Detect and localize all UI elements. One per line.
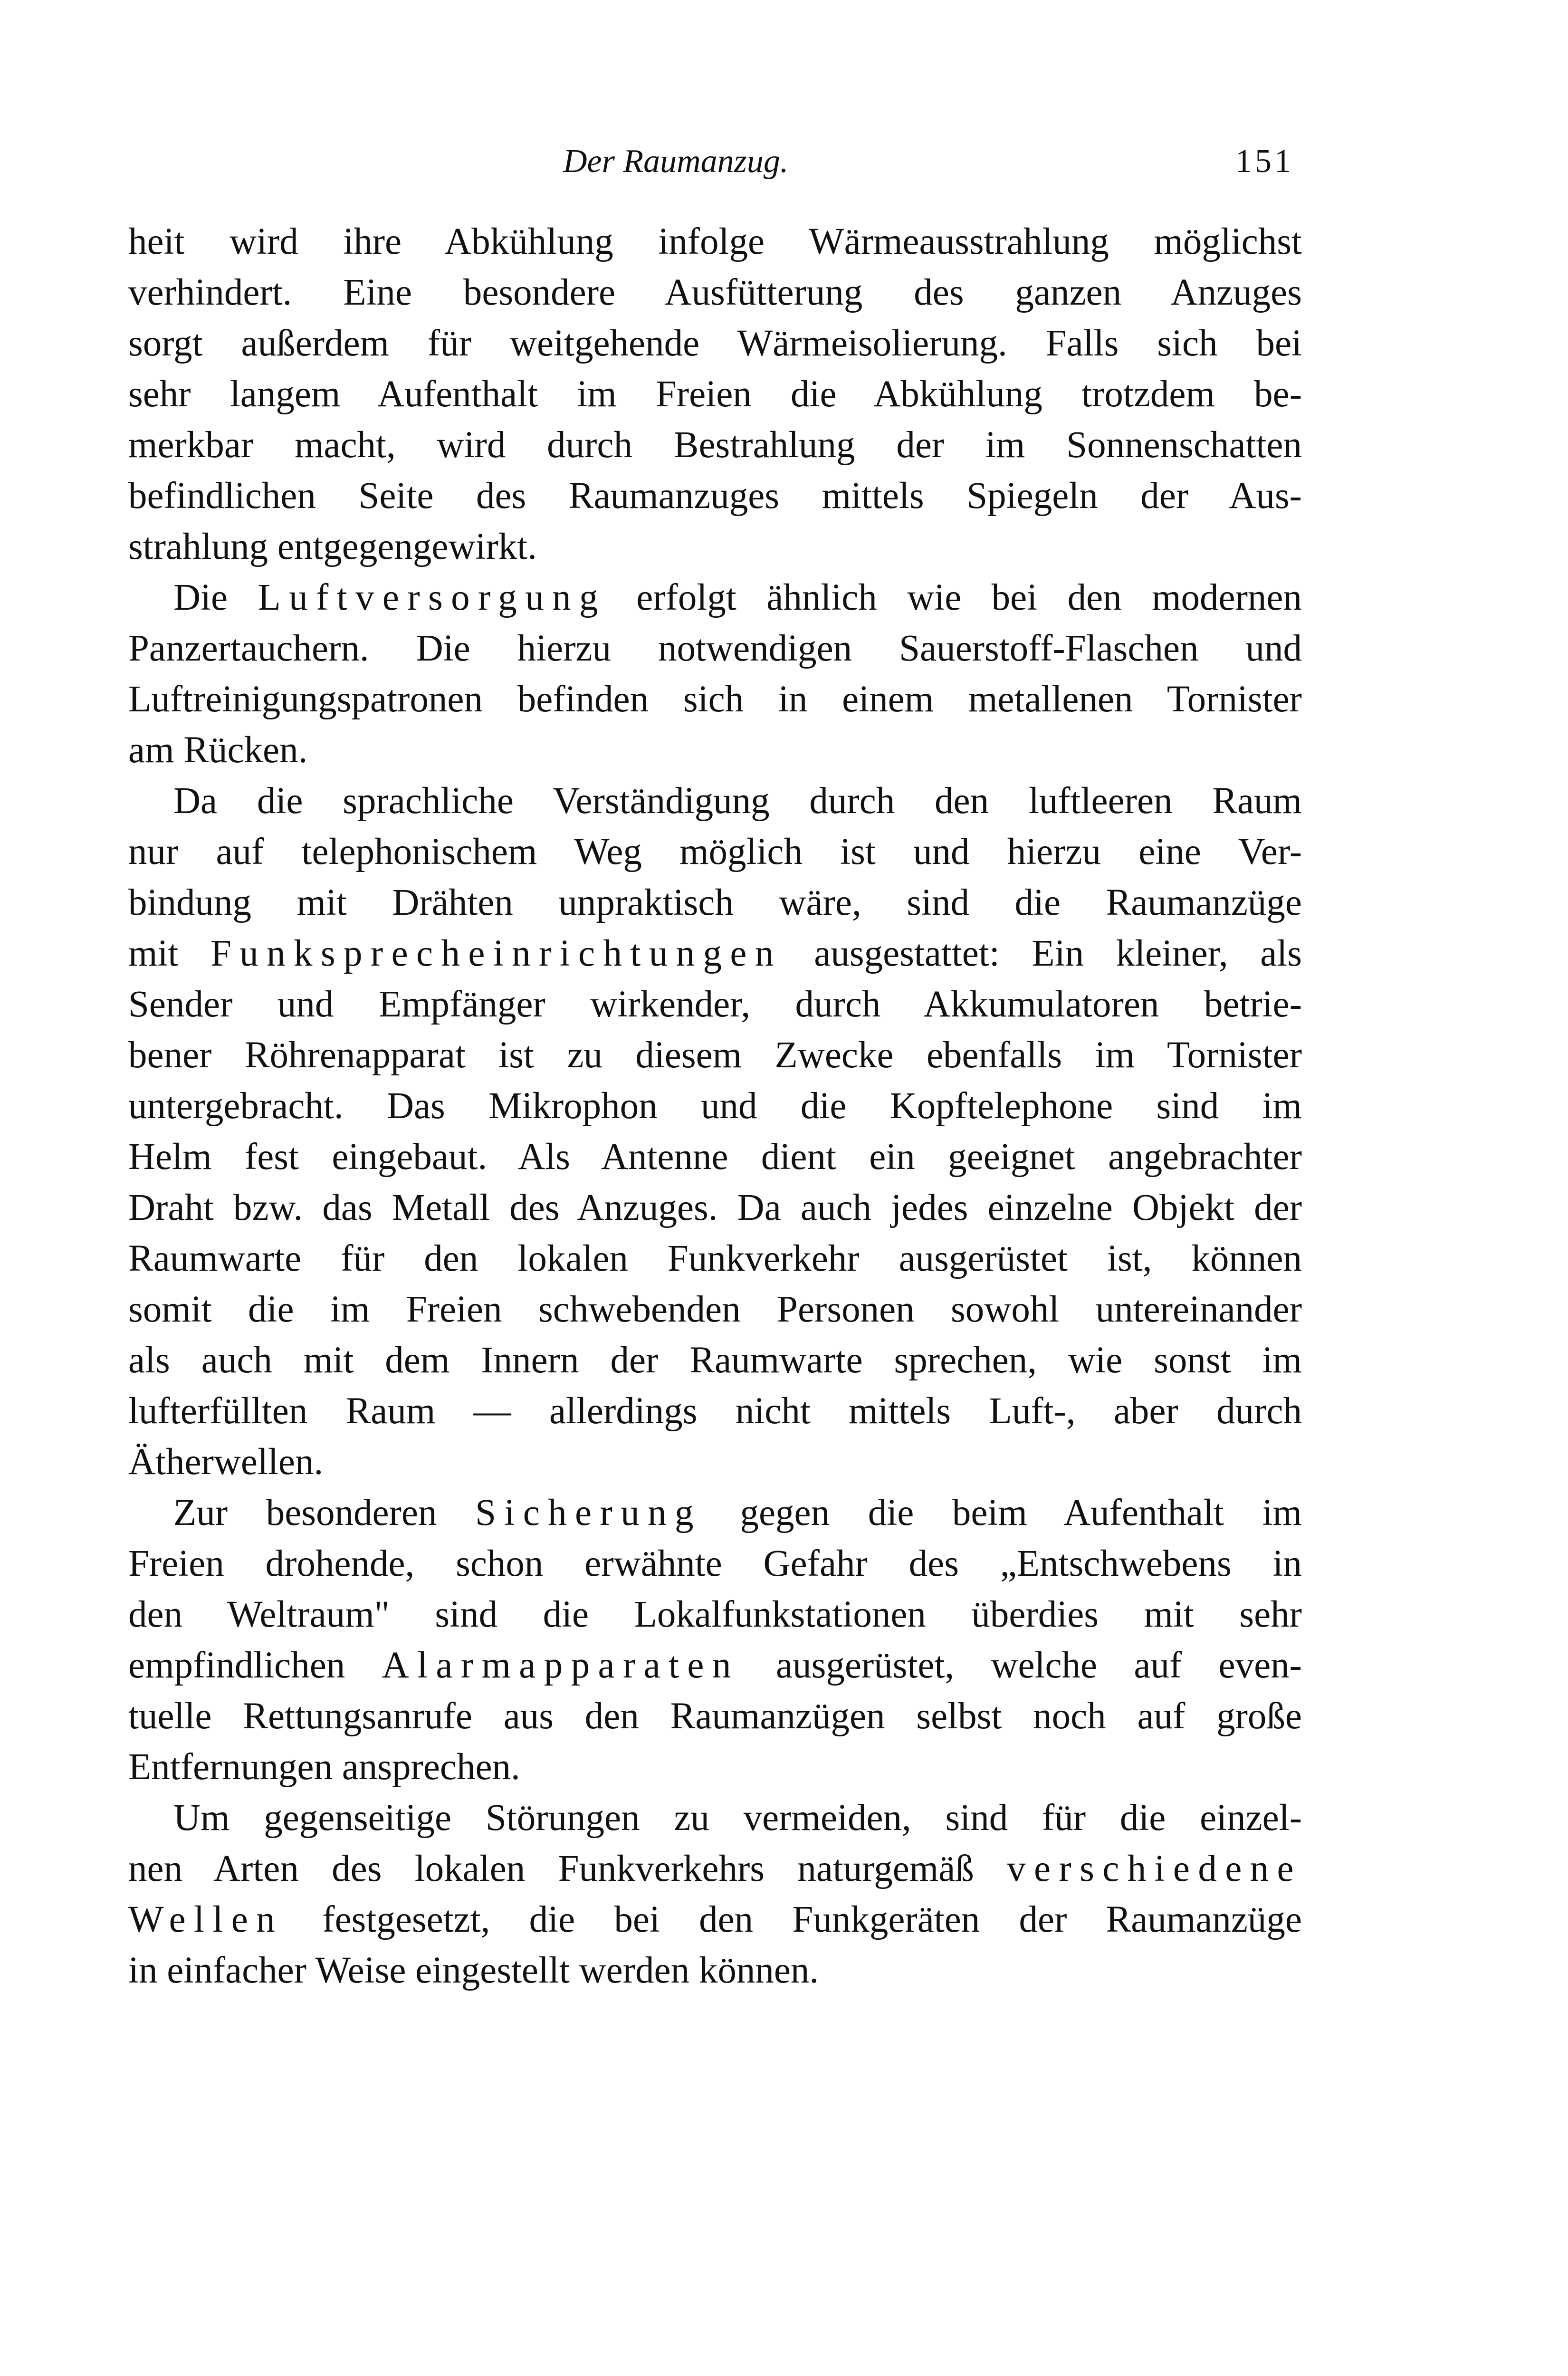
text-line: den Weltraum" sind die Lokalfunkstationen überdies mit sehr <box>128 1594 1302 1635</box>
text-line: verhindert. Eine besondere Ausfütterung des ganzen Anzuges <box>128 272 1302 313</box>
paragraph <box>128 776 1302 1487</box>
text-line: strahlung entgegengewirkt. <box>128 526 537 567</box>
emphasis: verschiedene <box>1007 1848 1302 1889</box>
text-line: befindlichen Seite des Raumanzuges mittels Spiegeln der Aus- <box>128 475 1302 517</box>
text-line: Freien drohende, schon erwähnte Gefahr des „Entschwebens in <box>128 1543 1302 1584</box>
text-line: Panzertauchern. Die hierzu notwendigen Sauerstoff-Flaschen und <box>128 628 1302 669</box>
paragraph <box>128 216 1302 572</box>
text-line: Raumwarte für den lokalen Funkverkehr ausgerüstet ist, können <box>128 1238 1302 1279</box>
text-line: als auch mit dem Innern der Raumwarte sprechen, wie sonst im <box>128 1340 1302 1381</box>
text-line: Helm fest eingebaut. Als Antenne dient ein geeignet angebrachter <box>128 1136 1302 1178</box>
emphasis: Alarmapparaten <box>382 1645 739 1686</box>
paragraph <box>128 1792 1302 1996</box>
text-line: in einfacher Weise eingestellt werden können. <box>128 1950 819 1991</box>
text-line: Zur besonderen Sicherung gegen die beim Aufenthalt im <box>173 1492 1302 1533</box>
text-line: am Rücken. <box>128 729 308 771</box>
emphasis: Luftversorgung <box>258 577 606 618</box>
emphasis: Sicherung <box>475 1492 702 1533</box>
text-line: merkbar macht, wird durch Bestrahlung der im Sonnenschatten <box>128 424 1302 466</box>
text-line: tuelle Rettungsanrufe aus den Raumanzügen selbst noch auf große <box>128 1696 1302 1737</box>
text-line: Ätherwellen. <box>128 1441 324 1483</box>
text-line: empfindlichen Alarmapparaten ausgerüstet, welche auf even- <box>128 1645 1302 1686</box>
text-line: Draht bzw. das Metall des Anzuges. Da auch jedes einzelne Objekt der <box>128 1187 1302 1228</box>
text-line: untergebracht. Das Mikrophon und die Kopftelephone sind im <box>128 1085 1302 1127</box>
text-line: sorgt außerdem für weitgehende Wärmeisolierung. Falls sich bei <box>128 323 1302 364</box>
text-line: Die Luftversorgung erfolgt ähnlich wie bei den modernen <box>173 577 1302 618</box>
text-line: lufterfüllten Raum — allerdings nicht mittels Luft-, aber durch <box>128 1390 1302 1432</box>
text-line: somit die im Freien schwebenden Personen sowohl untereinander <box>128 1289 1302 1330</box>
text-line: bener Röhrenapparat ist zu diesem Zwecke ebenfalls im Tornister <box>128 1035 1302 1076</box>
text-line: mit Funksprecheinrichtungen ausgestattet: Ein kleiner, als <box>128 933 1302 974</box>
text-line: Wellen festgesetzt, die bei den Funkgeräten der Raumanzüge <box>128 1899 1302 1940</box>
paragraph <box>128 1487 1302 1792</box>
emphasis: Wellen <box>128 1899 284 1940</box>
text-line: sehr langem Aufenthalt im Freien die Abkühlung trotzdem be- <box>128 374 1302 415</box>
text-line: nen Arten des lokalen Funkverkehrs naturgemäß verschiedene <box>128 1848 1302 1889</box>
body-text <box>128 216 1302 1996</box>
text-line: Luftreinigungspatronen befinden sich in einem metallenen Tornister <box>128 679 1302 720</box>
text-line: Sender und Empfänger wirkender, durch Akkumulatoren betrie- <box>128 984 1302 1025</box>
text-line: Da die sprachliche Verständigung durch den luftleeren Raum <box>173 780 1302 822</box>
emphasis: Funksprecheinrichtungen <box>210 933 782 974</box>
text-line: nur auf telephonischem Weg möglich ist und hierzu eine Ver- <box>128 831 1302 872</box>
text-line: Entfernungen ansprechen. <box>128 1746 520 1788</box>
text-line: Um gegenseitige Störungen zu vermeiden, sind für die einzel- <box>173 1797 1302 1839</box>
text-line: heit wird ihre Abkühlung infolge Wärmeausstrahlung möglichst <box>128 221 1302 262</box>
page-number: 151 <box>1235 143 1294 180</box>
paragraph <box>128 572 1302 776</box>
text-line: bindung mit Drähten unpraktisch wäre, sind die Raumanzüge <box>128 882 1302 923</box>
running-header: Der Raumanzug. <box>563 143 789 180</box>
